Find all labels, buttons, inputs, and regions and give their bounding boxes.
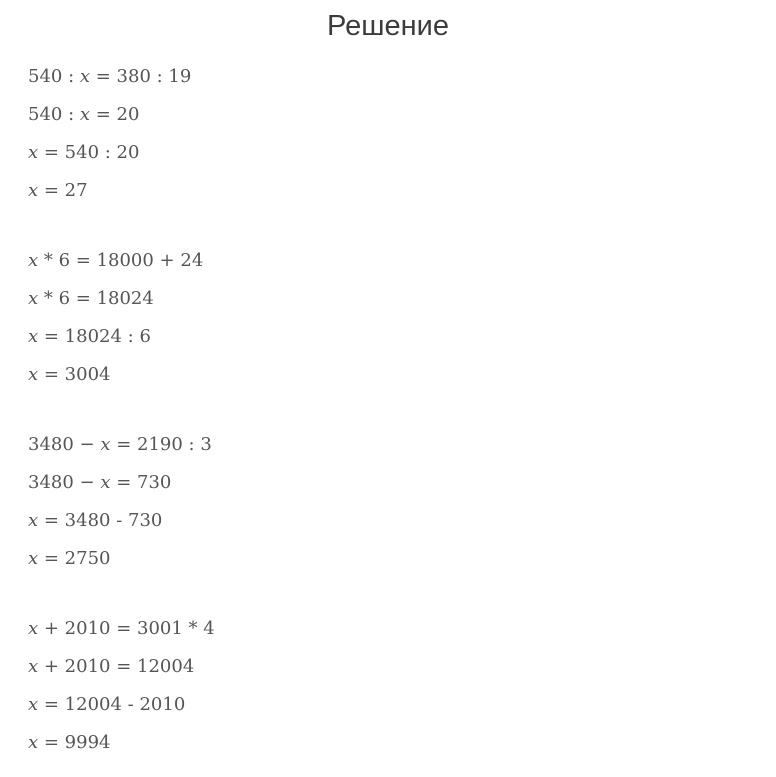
equation-line: x + 2010 = 3001 * 4: [28, 618, 215, 639]
variable-x: x: [28, 548, 39, 569]
equation-group-4: [28, 610, 215, 762]
variable-x: x: [28, 694, 39, 715]
solution-body: [28, 58, 215, 762]
equation-line: 540 : x = 20: [28, 104, 140, 125]
equation-line: x = 2750: [28, 548, 111, 569]
variable-x: x: [79, 104, 91, 125]
equation-line: x = 3004: [28, 364, 111, 385]
variable-x: x: [28, 142, 39, 163]
variable-x: x: [28, 732, 39, 753]
equation-line: 3480 − x = 730: [28, 472, 172, 493]
equation-group-1: [28, 58, 215, 210]
variable-x: x: [100, 472, 111, 493]
equation-line: x = 540 : 20: [28, 142, 140, 163]
variable-x: x: [28, 250, 39, 271]
equation-line: x * 6 = 18000 + 24: [28, 250, 204, 271]
variable-x: x: [28, 288, 39, 309]
variable-x: x: [79, 66, 91, 87]
equation-line: x = 3480 - 730: [28, 510, 163, 531]
variable-x: x: [28, 618, 39, 639]
equation-line: x = 27: [28, 180, 88, 201]
variable-x: x: [28, 510, 39, 531]
variable-x: x: [28, 180, 39, 201]
equation-line: x = 12004 - 2010: [28, 694, 186, 715]
page-title: Решение: [327, 10, 449, 42]
equation-line: 3480 − x = 2190 : 3: [28, 434, 212, 455]
variable-x: x: [28, 364, 39, 385]
variable-x: x: [28, 656, 39, 677]
equation-group-2: [28, 242, 215, 394]
equation-line: x * 6 = 18024: [28, 288, 154, 309]
equation-group-3: [28, 426, 215, 578]
variable-x: x: [100, 434, 111, 455]
variable-x: x: [28, 326, 39, 347]
equation-line: x = 9994: [28, 732, 111, 753]
equation-line: x + 2010 = 12004: [28, 656, 195, 677]
equation-line: 540 : x = 380 : 19: [28, 66, 192, 87]
equation-line: x = 18024 : 6: [28, 326, 151, 347]
